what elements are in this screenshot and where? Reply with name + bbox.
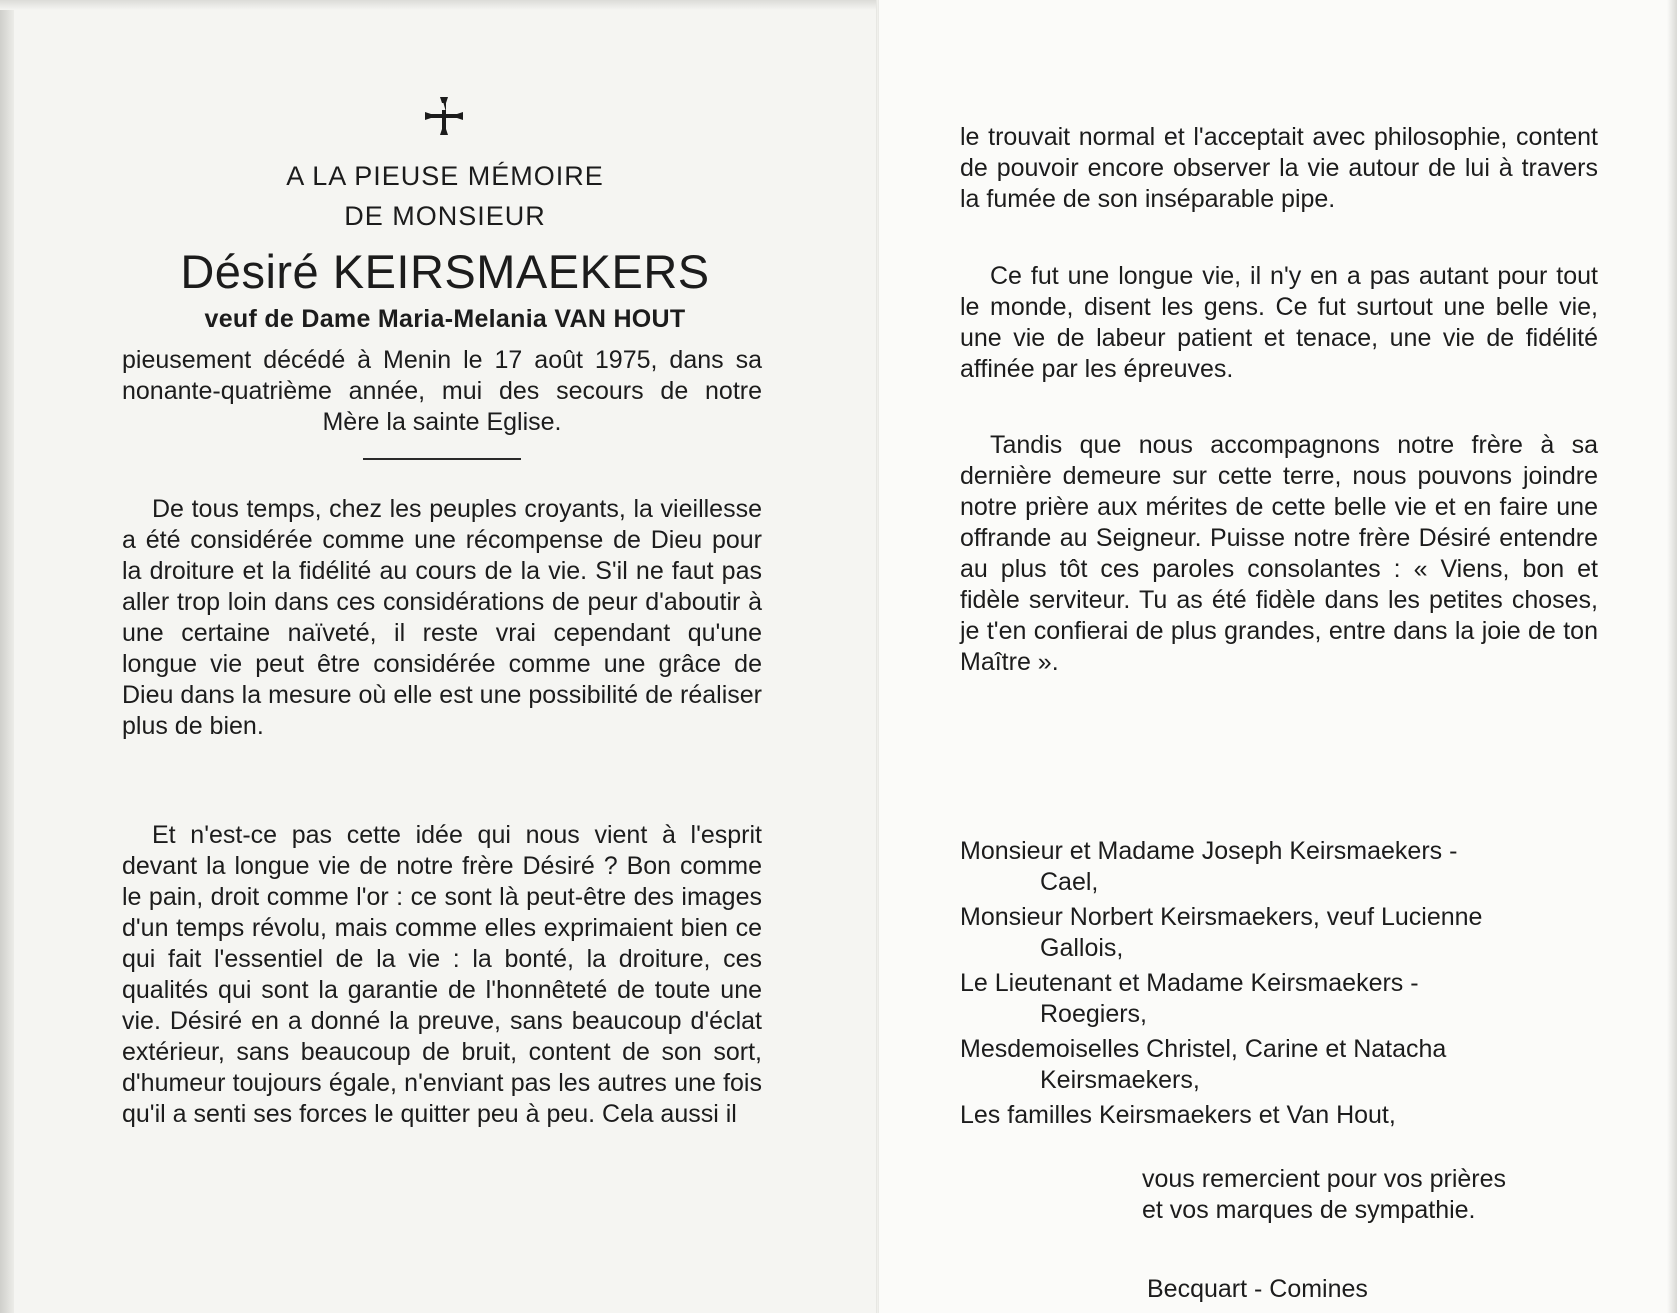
family-entry-line: Les familles Keirsmaekers et Van Hout, [960, 1101, 1396, 1129]
family-entry [960, 968, 1610, 1030]
paragraph-1: De tous temps, chez les peuples croyants, la vieillesse a été considérée comme une récompense de Dieu pour la droiture et la fidélité au cours de la vie. S'il ne faut pas aller trop loin dans ces considérations de peur d'aboutir à une certaine naïveté, il reste vrai cependant qu'une longue vie peut être considérée comme une grâce de Dieu dans la mesure où elle est une possibilité de réaliser plus de bien. [122, 495, 762, 740]
family-entry-line: Monsieur Norbert Keirsmaekers, veuf Lucienne [960, 903, 1483, 931]
paragraph-2-continued: le trouvait normal et l'acceptait avec philosophie, content de pouvoir encore observer la vie autour de lui à travers la fumée de son inséparable pipe. [960, 123, 1598, 213]
thanks-message [1142, 1164, 1622, 1226]
heading-line-1: A LA PIEUSE MÉMOIRE [286, 161, 604, 191]
family-entry-line: Monsieur et Madame Joseph Keirsmaekers - [960, 837, 1458, 865]
widow-of-line: veuf de Dame Maria-Melania VAN HOUT [204, 305, 686, 333]
thanks-line-1: vous remercient pour vos prières [1142, 1165, 1507, 1193]
paper-edge-left [0, 0, 14, 1313]
paragraph-2: Et n'est-ce pas cette idée qui nous vient à l'esprit devant la longue vie de notre frère Désiré ? Bon comme le pain, droit comme l'or : ce sont là peut-être des images d'un temps révolu, mais comme elles exprimaient bien ce qui fait l'essentiel de la vie : la bonté, la droiture, ces qualités qui sont la garantie de l'honnêteté de toute une vie. Désiré en a donné la preuve, sans beaucoup d'éclat extérieur, sans beaucoup de bruit, content de son sort, d'humeur toujours égale, n'enviant pas les autres une fois qu'il a senti ses forces le quitter peu à peu. Cela aussi il [122, 821, 762, 1128]
family-entry [960, 1100, 1610, 1131]
thanks-line-2: et vos marques de sympathie. [1142, 1196, 1476, 1224]
printer-imprint: Becquart - Comines [1147, 1275, 1368, 1303]
paper-edge-right [1667, 0, 1677, 1313]
family-entry [960, 1034, 1610, 1096]
heading-line-2: DE MONSIEUR [344, 201, 546, 231]
family-entry [960, 902, 1610, 964]
family-entry-continuation: Roegiers, [1040, 1000, 1147, 1028]
family-entry-line: Le Lieutenant et Madame Keirsmaekers - [960, 969, 1419, 997]
deceased-name: Désiré KEIRSMAEKERS [180, 245, 710, 298]
family-entry [960, 836, 1610, 898]
center-fold [876, 0, 879, 1313]
family-entry-continuation: Gallois, [1040, 934, 1124, 962]
family-entry-line: Mesdemoiselles Christel, Carine et Natacha [960, 1035, 1447, 1063]
family-entry-continuation: Keirsmaekers, [1040, 1066, 1200, 1094]
paragraph-4: Tandis que nous accompagnons notre frère à sa dernière demeure sur cette terre, nous pouvons joindre notre prière aux mérites de cette belle vie et en faire une offrande au Seigneur. Puisse notre frère Désiré entendre au plus tôt ces paroles consolantes : « Viens, bon et fidèle serviteur. Tu as été fidèle dans les petites choses, je t'en confierai de plus grandes, entre dans la joie de ton Maître ». [960, 431, 1598, 676]
paper-edge-top [0, 0, 878, 10]
divider-rule [363, 458, 521, 460]
cross-icon [423, 95, 465, 137]
family-list [960, 836, 1610, 1135]
paragraph-3: Ce fut une longue vie, il n'y en a pas autant pour tout le monde, disent les gens. Ce fut surtout une belle vie, une vie de labeur patient et tenace, une vie de fidélité affinée par les épreuves. [960, 262, 1598, 383]
family-entry-continuation: Cael, [1040, 868, 1099, 896]
death-notice: pieusement décédé à Menin le 17 août 1975, dans sa nonante-quatrième année, mui des secours de notre Mère la sainte Eglise. [122, 346, 762, 436]
